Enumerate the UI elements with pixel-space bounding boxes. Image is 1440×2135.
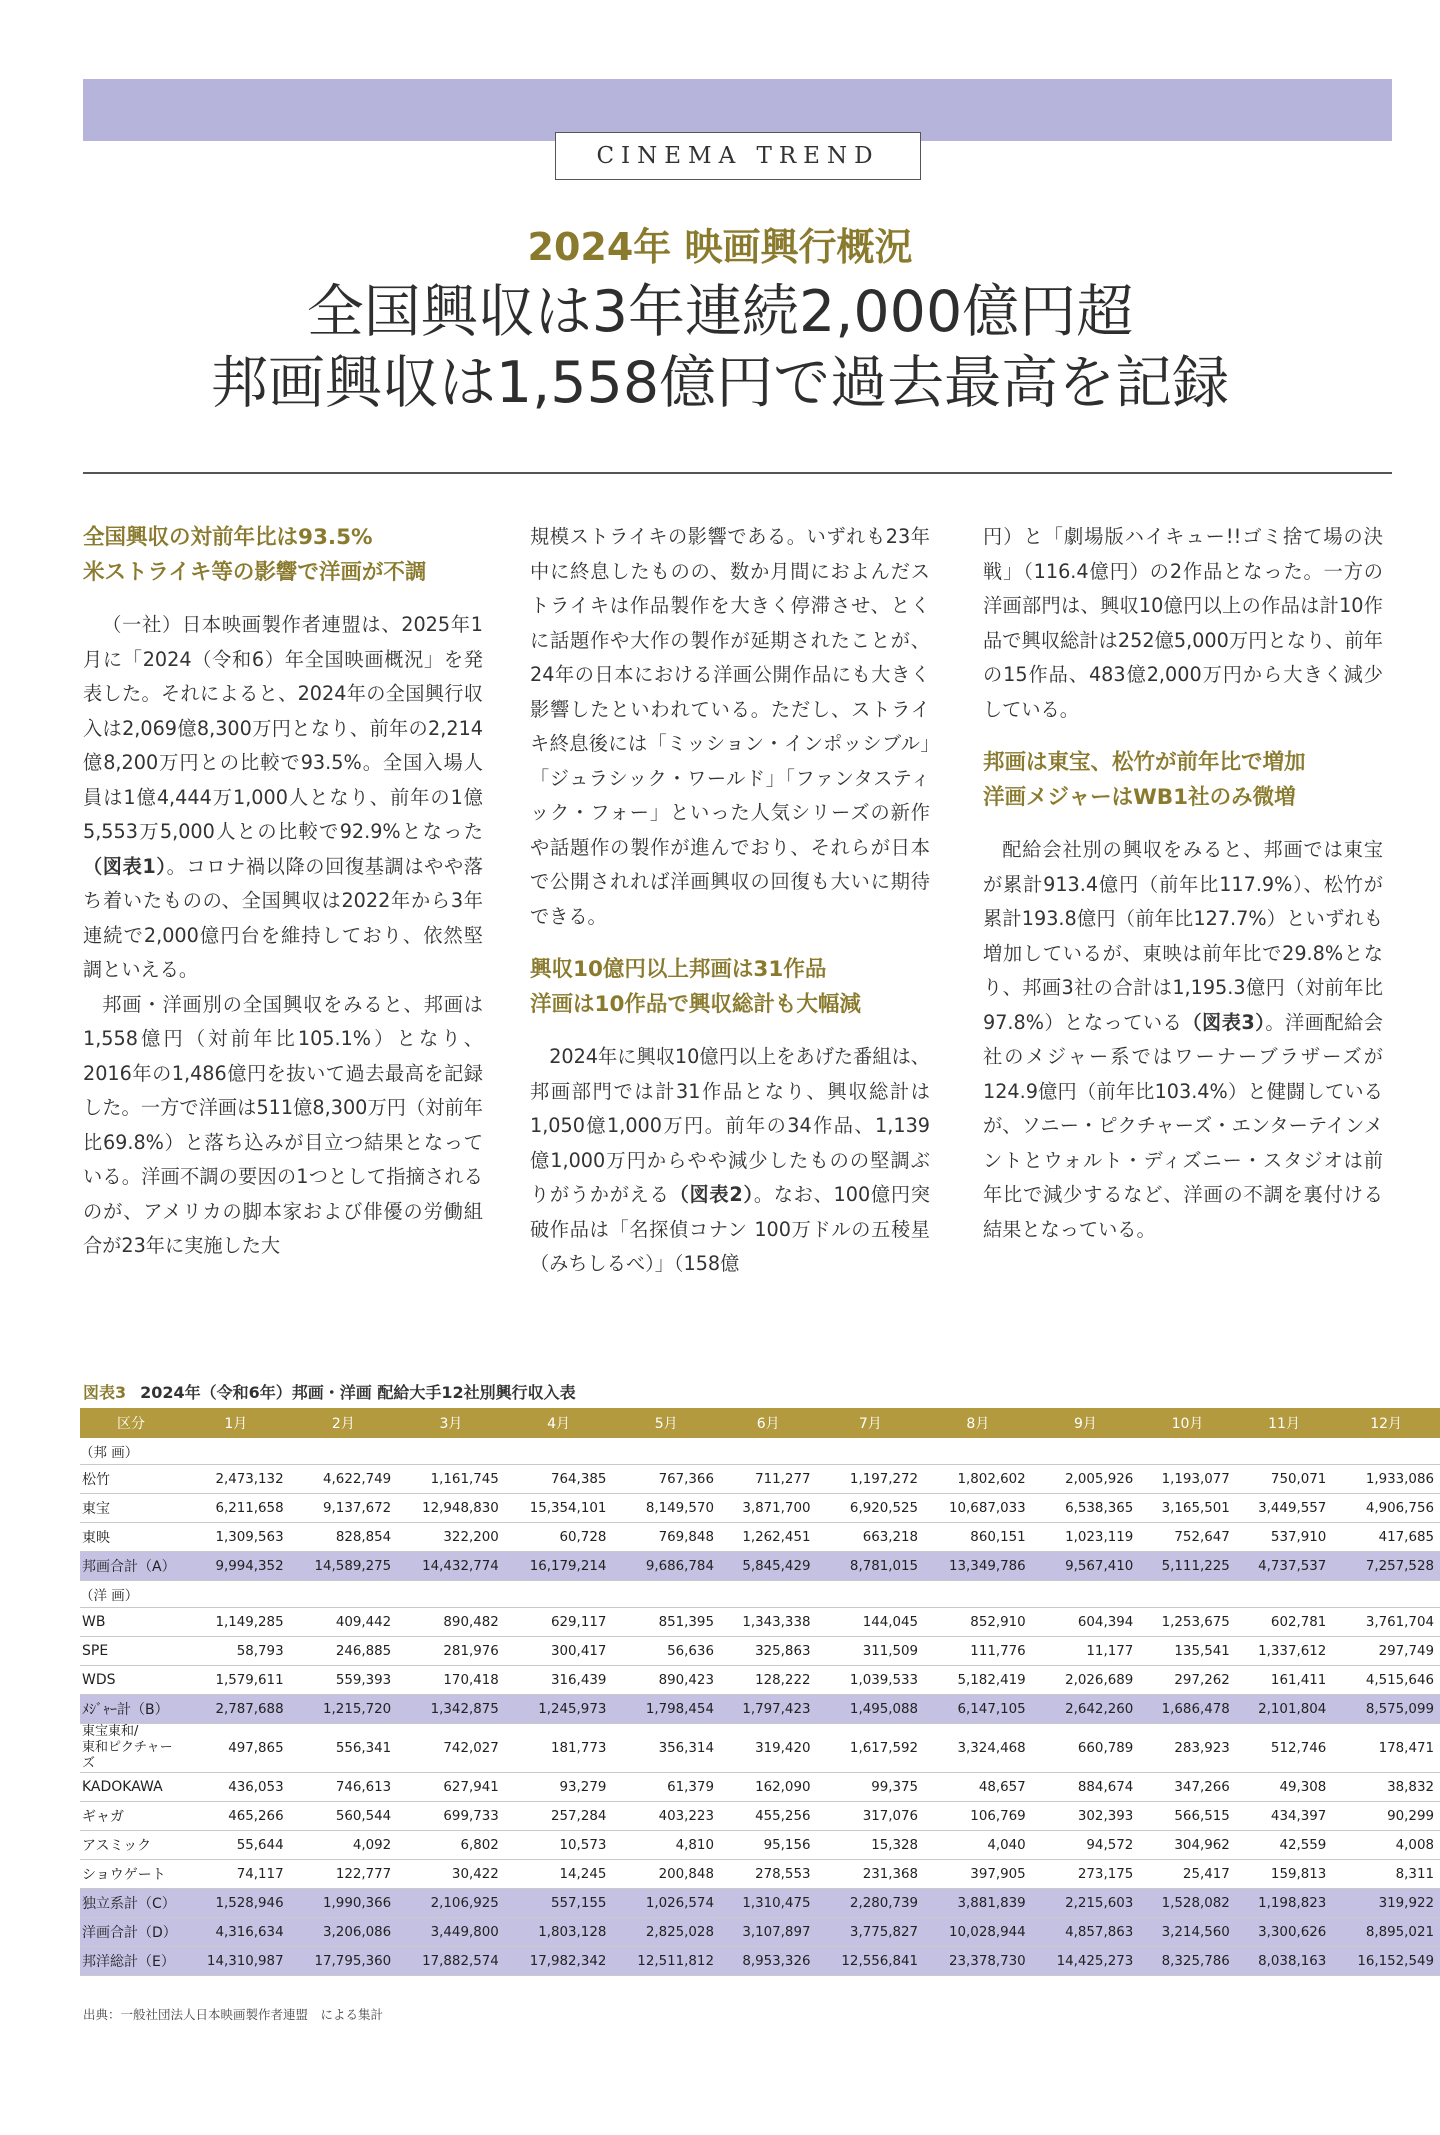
- table-cell: 852,910: [924, 1608, 1032, 1637]
- table-total-row: [80, 1889, 1440, 1918]
- table-cell: 4,515,646: [1332, 1666, 1440, 1695]
- table-cell: 890,423: [612, 1666, 720, 1695]
- table-cell: 6,147,105: [924, 1695, 1032, 1724]
- table-cell: 16,179,214: [505, 1552, 613, 1581]
- table-cell: 14,425,273: [1032, 1947, 1140, 1976]
- table-cell: 1,309,563: [182, 1523, 290, 1552]
- column-header: 3月: [397, 1408, 505, 1438]
- table-row: [80, 1494, 1440, 1523]
- table-cell: 14,589,275: [290, 1552, 398, 1581]
- table-cell: 9,686,784: [612, 1552, 720, 1581]
- table-cell: 4,622,749: [290, 1465, 398, 1494]
- table-cell: 17,882,574: [397, 1947, 505, 1976]
- table-cell: 3,214,560: [1139, 1918, 1236, 1947]
- column-header: 2月: [290, 1408, 398, 1438]
- table-cell: 9,567,410: [1032, 1552, 1140, 1581]
- table-cell: 135,541: [1139, 1637, 1236, 1666]
- table-cell: 8,038,163: [1236, 1947, 1333, 1976]
- table-cell: 297,262: [1139, 1666, 1236, 1695]
- table-cell: 3,871,700: [720, 1494, 817, 1523]
- table-cell: 15,354,101: [505, 1494, 613, 1523]
- table-cell: 742,027: [397, 1724, 505, 1773]
- row-label: 独立系計（C）: [80, 1889, 182, 1918]
- table-cell: 60,728: [505, 1523, 613, 1552]
- table-cell: 162,090: [720, 1773, 817, 1802]
- table-cell: 1,803,128: [505, 1918, 613, 1947]
- table-cell: 4,040: [924, 1831, 1032, 1860]
- paragraph: 2024年に興収10億円以上をあげた番組は、邦画部門では計31作品となり、興収総計は1,050億1,000万円。前年の34作品、1,139億1,000万円からやや減少したものの堅調ぶりがうかがえる（図表2）。なお、100億円突破作品は「名探偵コナン 100万ドルの五稜星（みちしるべ）」（158億: [530, 1045, 930, 1275]
- table-cell: 1,245,973: [505, 1695, 613, 1724]
- table-row: [80, 1724, 1440, 1773]
- table-cell: 752,647: [1139, 1523, 1236, 1552]
- subheading: 邦画は東宝、松竹が前年比で増加 洋画メジャーはWB1社のみ微増: [983, 750, 1306, 810]
- article-column-3: [983, 520, 1383, 1247]
- table-cell: 3,761,704: [1332, 1608, 1440, 1637]
- table-cell: 512,746: [1236, 1724, 1333, 1773]
- row-label: KADOKAWA: [80, 1773, 182, 1802]
- article-kicker: 2024年 映画興行概況: [527, 225, 913, 269]
- table-cell: 12,511,812: [612, 1947, 720, 1976]
- table-title: 図表3 2024年（令和6年）邦画・洋画 配給大手12社別興行収入表: [83, 1383, 576, 1402]
- table-cell: 30,422: [397, 1860, 505, 1889]
- table-cell: 409,442: [290, 1608, 398, 1637]
- figure-ref: （図表1）: [83, 854, 167, 878]
- table-cell: 2,787,688: [182, 1695, 290, 1724]
- table-row: [80, 1608, 1440, 1637]
- table-cell: 627,941: [397, 1773, 505, 1802]
- table-cell: 5,111,225: [1139, 1552, 1236, 1581]
- table-row: [80, 1523, 1440, 1552]
- table-cell: 1,686,478: [1139, 1695, 1236, 1724]
- table-cell: 13,349,786: [924, 1552, 1032, 1581]
- table-cell: 6,211,658: [182, 1494, 290, 1523]
- table-cell: 304,962: [1139, 1831, 1236, 1860]
- table-cell: 311,509: [816, 1637, 924, 1666]
- headline-line-2: 邦画興収は1,558億円で過去最高を記録: [210, 350, 1230, 416]
- table-cell: 48,657: [924, 1773, 1032, 1802]
- table-cell: 128,222: [720, 1666, 817, 1695]
- row-label: 松竹: [80, 1465, 182, 1494]
- table-cell: 7,257,528: [1332, 1552, 1440, 1581]
- table-cell: 347,266: [1139, 1773, 1236, 1802]
- table-cell: 316,439: [505, 1666, 613, 1695]
- table-cell: 559,393: [290, 1666, 398, 1695]
- table-cell: 319,420: [720, 1724, 817, 1773]
- table-cell: 2,101,804: [1236, 1695, 1333, 1724]
- table-cell: 93,279: [505, 1773, 613, 1802]
- table-cell: 12,948,830: [397, 1494, 505, 1523]
- table-total-row: [80, 1695, 1440, 1724]
- table-cell: 3,324,468: [924, 1724, 1032, 1773]
- row-label: ギャガ: [80, 1802, 182, 1831]
- table-cell: 4,316,634: [182, 1918, 290, 1947]
- row-label: アスミック: [80, 1831, 182, 1860]
- table-cell: 884,674: [1032, 1773, 1140, 1802]
- table-cell: 2,473,132: [182, 1465, 290, 1494]
- table-cell: 23,378,730: [924, 1947, 1032, 1976]
- table-cell: 2,215,603: [1032, 1889, 1140, 1918]
- table-cell: 12,556,841: [816, 1947, 924, 1976]
- table-cell: 1,215,720: [290, 1695, 398, 1724]
- headline-line-1: 全国興収は3年連続2,000億円超: [306, 279, 1134, 345]
- table-cell: 281,976: [397, 1637, 505, 1666]
- row-label: WB: [80, 1608, 182, 1637]
- revenue-table: [80, 1408, 1440, 1976]
- table-cell: 74,117: [182, 1860, 290, 1889]
- table-cell: 106,769: [924, 1802, 1032, 1831]
- table-cell: 10,687,033: [924, 1494, 1032, 1523]
- table-cell: 560,544: [290, 1802, 398, 1831]
- table-cell: 10,028,944: [924, 1918, 1032, 1947]
- table-cell: 95,156: [720, 1831, 817, 1860]
- table-cell: 49,308: [1236, 1773, 1333, 1802]
- section-tag: CINEMA TREND: [555, 132, 921, 180]
- table-row: [80, 1666, 1440, 1695]
- table-cell: 699,733: [397, 1802, 505, 1831]
- table-cell: 764,385: [505, 1465, 613, 1494]
- table-cell: 1,337,612: [1236, 1637, 1333, 1666]
- column-header: 5月: [612, 1408, 720, 1438]
- table-cell: 273,175: [1032, 1860, 1140, 1889]
- table-cell: 434,397: [1236, 1802, 1333, 1831]
- row-label: 東宝: [80, 1494, 182, 1523]
- table-cell: 17,982,342: [505, 1947, 613, 1976]
- table-cell: 99,375: [816, 1773, 924, 1802]
- table-cell: 144,045: [816, 1608, 924, 1637]
- table-cell: 3,775,827: [816, 1918, 924, 1947]
- table-cell: 1,193,077: [1139, 1465, 1236, 1494]
- table-total-row: [80, 1947, 1440, 1976]
- table-cell: 1,933,086: [1332, 1465, 1440, 1494]
- table-cell: 6,920,525: [816, 1494, 924, 1523]
- row-label: 洋画合計（D）: [80, 1918, 182, 1947]
- table-row: [80, 1802, 1440, 1831]
- table-cell: 6,802: [397, 1831, 505, 1860]
- table-cell: 8,575,099: [1332, 1695, 1440, 1724]
- table-cell: 257,284: [505, 1802, 613, 1831]
- table-cell: 122,777: [290, 1860, 398, 1889]
- column-header: 8月: [924, 1408, 1032, 1438]
- table-cell: 3,449,800: [397, 1918, 505, 1947]
- row-label: ﾒｼﾞｬｰ計（B）: [80, 1695, 182, 1724]
- section-label: （洋 画）: [80, 1581, 1440, 1608]
- table-cell: 4,906,756: [1332, 1494, 1440, 1523]
- table-cell: 851,395: [612, 1608, 720, 1637]
- paragraph: 配給会社別の興収をみると、邦画では東宝が累計913.4億円（前年比117.9%）、松竹が累計193.8億円（前年比127.7%）といずれも増加しているが、東映は前年比で29.8%となり、邦画3社の合計は1,195.3億円（対前年比97.8%）となっている（図表3）。洋画配給会社のメジャー系ではワーナーブラザーズが124.9億円（前年比103.4%）と健闘しているが、ソニー・ピクチャーズ・エンターテインメントとウォルト・ディズニー・スタジオは前年比で減少するなど、洋画の不調を裏付ける結果となっている。: [983, 838, 1383, 1241]
- column-header: 9月: [1032, 1408, 1140, 1438]
- table-cell: 246,885: [290, 1637, 398, 1666]
- table-cell: 3,107,897: [720, 1918, 817, 1947]
- table-cell: 1,342,875: [397, 1695, 505, 1724]
- table-cell: 556,341: [290, 1724, 398, 1773]
- table-section-row: [80, 1581, 1440, 1608]
- table-cell: 1,797,423: [720, 1695, 817, 1724]
- table-cell: 746,613: [290, 1773, 398, 1802]
- table-cell: 455,256: [720, 1802, 817, 1831]
- table-cell: 1,495,088: [816, 1695, 924, 1724]
- table-cell: 436,053: [182, 1773, 290, 1802]
- table-cell: 11,177: [1032, 1637, 1140, 1666]
- table-cell: 1,023,119: [1032, 1523, 1140, 1552]
- table-cell: 663,218: [816, 1523, 924, 1552]
- paragraph: 邦画・洋画別の全国興収をみると、邦画は1,558億円（対前年比105.1%）となり、2016年の1,486億円を抜いて過去最高を記録した。一方で洋画は511億8,300万円（対前年比69.8%）と落ち込みが目立つ結果となっている。洋画不調の要因の1つとして指摘されるのが、アメリカの脚本家および俳優の労働組合が23年に実施した大: [83, 992, 483, 1257]
- table-cell: 1,310,475: [720, 1889, 817, 1918]
- table-cell: 9,994,352: [182, 1552, 290, 1581]
- table-cell: 8,149,570: [612, 1494, 720, 1523]
- table-cell: 3,449,557: [1236, 1494, 1333, 1523]
- table-cell: 566,515: [1139, 1802, 1236, 1831]
- table-cell: 1,617,592: [816, 1724, 924, 1773]
- table-cell: 8,325,786: [1139, 1947, 1236, 1976]
- table-cell: 3,206,086: [290, 1918, 398, 1947]
- table-cell: 2,642,260: [1032, 1695, 1140, 1724]
- table-cell: 322,200: [397, 1523, 505, 1552]
- table-cell: 2,825,028: [612, 1918, 720, 1947]
- table-cell: 200,848: [612, 1860, 720, 1889]
- table-row: [80, 1637, 1440, 1666]
- column-header: 6月: [720, 1408, 817, 1438]
- table-cell: 90,299: [1332, 1802, 1440, 1831]
- subheading: 興収10億円以上邦画は31作品 洋画は10作品で興収総計も大幅減: [530, 957, 861, 1017]
- table-cell: 1,528,946: [182, 1889, 290, 1918]
- table-total-row: [80, 1918, 1440, 1947]
- column-header: 10月: [1139, 1408, 1236, 1438]
- table-cell: 602,781: [1236, 1608, 1333, 1637]
- table-cell: 317,076: [816, 1802, 924, 1831]
- table-cell: 58,793: [182, 1637, 290, 1666]
- table-cell: 38,832: [1332, 1773, 1440, 1802]
- table-label: 図表3: [83, 1383, 127, 1402]
- column-header: 4月: [505, 1408, 613, 1438]
- table-cell: 325,863: [720, 1637, 817, 1666]
- table-cell: 537,910: [1236, 1523, 1333, 1552]
- table-cell: 4,737,537: [1236, 1552, 1333, 1581]
- figure-ref: （図表2）: [669, 1183, 754, 1206]
- table-cell: 1,990,366: [290, 1889, 398, 1918]
- table-cell: 1,161,745: [397, 1465, 505, 1494]
- table-cell: 178,471: [1332, 1724, 1440, 1773]
- table-cell: 16,152,549: [1332, 1947, 1440, 1976]
- table-cell: 1,149,285: [182, 1608, 290, 1637]
- table-cell: 297,749: [1332, 1637, 1440, 1666]
- table-cell: 14,245: [505, 1860, 613, 1889]
- table-cell: 2,005,926: [1032, 1465, 1140, 1494]
- table-cell: 8,895,021: [1332, 1918, 1440, 1947]
- table-cell: 1,026,574: [612, 1889, 720, 1918]
- table-cell: 767,366: [612, 1465, 720, 1494]
- table-cell: 1,198,823: [1236, 1889, 1333, 1918]
- subheading: 全国興収の対前年比は93.5% 米ストライキ等の影響で洋画が不調: [83, 525, 427, 585]
- section-label: （邦 画）: [80, 1438, 1440, 1465]
- column-header: 1月: [182, 1408, 290, 1438]
- table-cell: 4,092: [290, 1831, 398, 1860]
- table-cell: 278,553: [720, 1860, 817, 1889]
- column-header: 7月: [816, 1408, 924, 1438]
- table-cell: 1,802,602: [924, 1465, 1032, 1494]
- figure-ref: （図表3）: [1182, 1010, 1266, 1034]
- table-cell: 711,277: [720, 1465, 817, 1494]
- table-total-row: [80, 1552, 1440, 1581]
- table-cell: 417,685: [1332, 1523, 1440, 1552]
- table-cell: 2,280,739: [816, 1889, 924, 1918]
- table-cell: 2,106,925: [397, 1889, 505, 1918]
- table-cell: 181,773: [505, 1724, 613, 1773]
- table-cell: 828,854: [290, 1523, 398, 1552]
- table-cell: 860,151: [924, 1523, 1032, 1552]
- table-cell: 465,266: [182, 1802, 290, 1831]
- table-cell: 890,482: [397, 1608, 505, 1637]
- table-cell: 769,848: [612, 1523, 720, 1552]
- table-cell: 42,559: [1236, 1831, 1333, 1860]
- table-cell: 8,311: [1332, 1860, 1440, 1889]
- table-row: [80, 1773, 1440, 1802]
- table-cell: 319,922: [1332, 1889, 1440, 1918]
- table-cell: 1,262,451: [720, 1523, 817, 1552]
- row-label: ショウゲート: [80, 1860, 182, 1889]
- table-cell: 61,379: [612, 1773, 720, 1802]
- table-cell: 4,857,863: [1032, 1918, 1140, 1947]
- table-cell: 2,026,689: [1032, 1666, 1140, 1695]
- row-label: WDS: [80, 1666, 182, 1695]
- table-cell: 1,528,082: [1139, 1889, 1236, 1918]
- table-cell: 159,813: [1236, 1860, 1333, 1889]
- table-header-row: [80, 1408, 1440, 1438]
- table-cell: 4,008: [1332, 1831, 1440, 1860]
- table-cell: 8,953,326: [720, 1947, 817, 1976]
- table-cell: 1,197,272: [816, 1465, 924, 1494]
- table-cell: 397,905: [924, 1860, 1032, 1889]
- table-cell: 55,644: [182, 1831, 290, 1860]
- paragraph: 規模ストライキの影響である。いずれも23年中に終息したものの、数か月間におよんだストライキは作品製作を大きく停滞させ、とくに話題作や大作の製作が延期されたことが、24年の日本における洋画公開作品にも大きく影響したといわれている。ただし、ストライキ終息後には「ミッション・インポッシブル」「ジュラシック・ワールド」「ファンタスティック・フォー」といった人気シリーズの新作や話題作の製作が進んでおり、それらが日本で公開されれば洋画興収の回復も大いに期待できる。: [530, 525, 930, 928]
- table-cell: 1,039,533: [816, 1666, 924, 1695]
- column-header: 12月: [1332, 1408, 1440, 1438]
- table-section-row: [80, 1438, 1440, 1465]
- table-cell: 14,310,987: [182, 1947, 290, 1976]
- table-cell: 5,845,429: [720, 1552, 817, 1581]
- article-column-1: [83, 520, 483, 1264]
- table-cell: 25,417: [1139, 1860, 1236, 1889]
- headline-divider: [83, 472, 1392, 474]
- table-cell: 9,137,672: [290, 1494, 398, 1523]
- table-row: [80, 1831, 1440, 1860]
- article-column-2: [530, 520, 930, 1282]
- table-cell: 17,795,360: [290, 1947, 398, 1976]
- column-header: 区分: [80, 1408, 182, 1438]
- table-cell: 403,223: [612, 1802, 720, 1831]
- table-cell: 1,343,338: [720, 1608, 817, 1637]
- table-cell: 4,810: [612, 1831, 720, 1860]
- table-cell: 557,155: [505, 1889, 613, 1918]
- table-cell: 1,253,675: [1139, 1608, 1236, 1637]
- table-cell: 8,781,015: [816, 1552, 924, 1581]
- table-cell: 15,328: [816, 1831, 924, 1860]
- table-cell: 94,572: [1032, 1831, 1140, 1860]
- row-label: 邦洋総計（E）: [80, 1947, 182, 1976]
- table-cell: 750,071: [1236, 1465, 1333, 1494]
- table-cell: 10,573: [505, 1831, 613, 1860]
- table-cell: 629,117: [505, 1608, 613, 1637]
- table-row: [80, 1465, 1440, 1494]
- paragraph: 円）と「劇場版ハイキュー!!ゴミ捨て場の決戦」（116.4億円）の2作品となった。一方の洋画部門は、興収10億円以上の作品は計10作品で興収総計は252億5,000万円となり、前年の15作品、483億2,000万円から大きく減少している。: [983, 525, 1383, 721]
- table-cell: 56,636: [612, 1637, 720, 1666]
- table-cell: 1,798,454: [612, 1695, 720, 1724]
- table-cell: 5,182,419: [924, 1666, 1032, 1695]
- table-cell: 283,923: [1139, 1724, 1236, 1773]
- paragraph: （一社）日本映画製作者連盟は、2025年1月に「2024（令和6）年全国映画概況」を発表した。それによると、2024年の全国興行収入は2,069億8,300万円となり、前年の2,214億8,200万円との比較で93.5%。全国入場人員は1億4,444万1,000人となり、前年の1億5,553万5,000人との比較で92.9%となった（図表1）。コロナ禍以降の回復基調はやや落ち着いたものの、全国興収は2022年から3年連続で2,000億円台を維持しており、依然堅調といえる。: [83, 613, 483, 981]
- table-cell: 3,300,626: [1236, 1918, 1333, 1947]
- table-cell: 170,418: [397, 1666, 505, 1695]
- row-label: SPE: [80, 1637, 182, 1666]
- column-header: 11月: [1236, 1408, 1333, 1438]
- table-cell: 14,432,774: [397, 1552, 505, 1581]
- table-cell: 231,368: [816, 1860, 924, 1889]
- table-cell: 660,789: [1032, 1724, 1140, 1773]
- table-cell: 497,865: [182, 1724, 290, 1773]
- row-label: 邦画合計（A）: [80, 1552, 182, 1581]
- table-cell: 302,393: [1032, 1802, 1140, 1831]
- table-cell: 161,411: [1236, 1666, 1333, 1695]
- table-cell: 3,165,501: [1139, 1494, 1236, 1523]
- table-cell: 6,538,365: [1032, 1494, 1140, 1523]
- table-cell: 3,881,839: [924, 1889, 1032, 1918]
- table-cell: 356,314: [612, 1724, 720, 1773]
- table-cell: 300,417: [505, 1637, 613, 1666]
- table-cell: 1,579,611: [182, 1666, 290, 1695]
- table-row: [80, 1860, 1440, 1889]
- source-note: 出典：一般社団法人日本映画製作者連盟 による集計: [83, 2007, 384, 2022]
- table-cell: 604,394: [1032, 1608, 1140, 1637]
- table-cell: 111,776: [924, 1637, 1032, 1666]
- row-label: 東宝東和/ 東和ピクチャーズ: [80, 1724, 182, 1773]
- row-label: 東映: [80, 1523, 182, 1552]
